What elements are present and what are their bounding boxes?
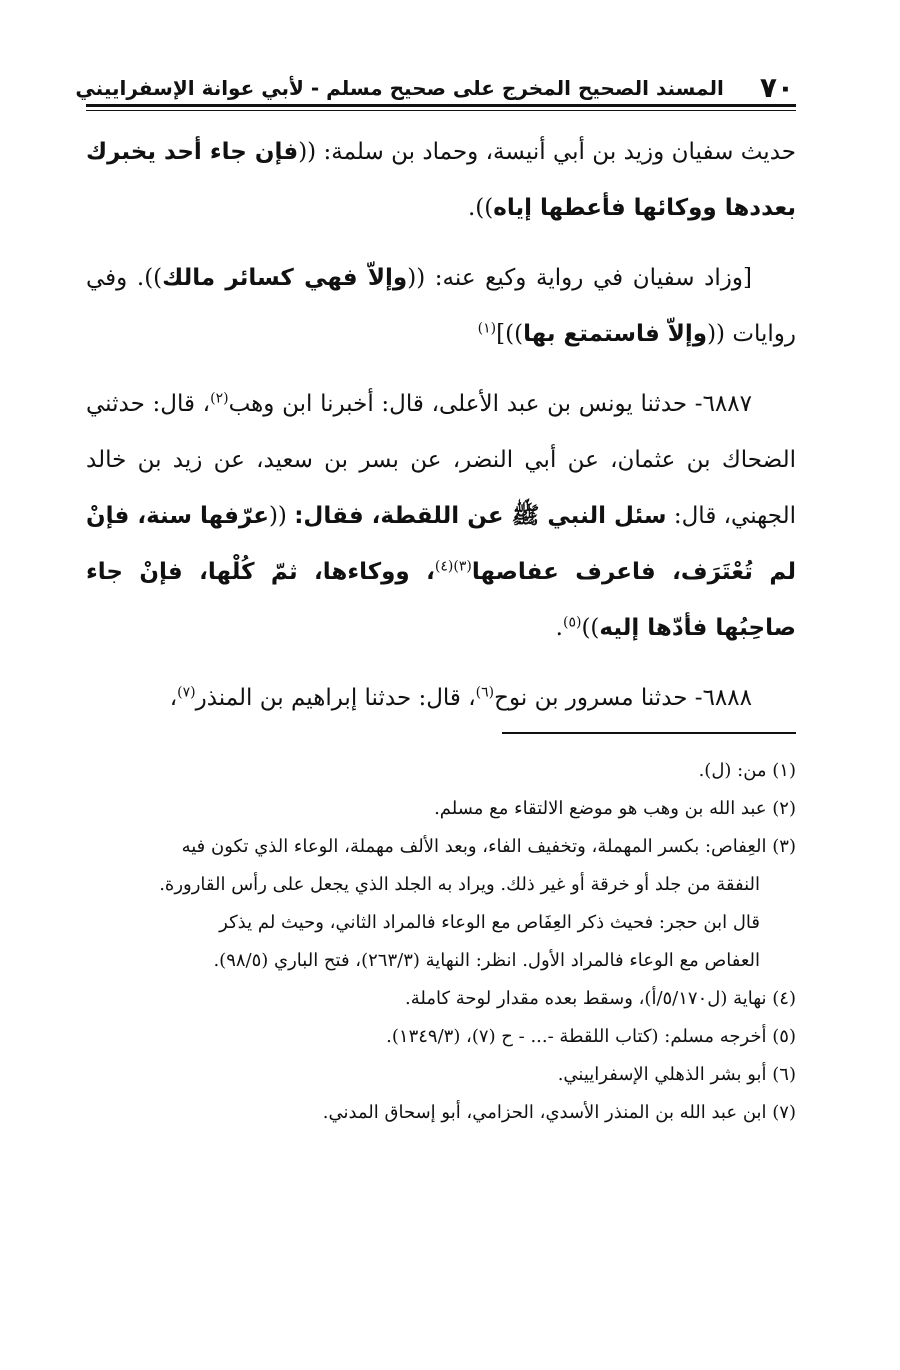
footnote-ref[interactable]: (٢) — [210, 390, 229, 407]
footnote-ref[interactable]: (١) — [477, 320, 497, 337]
hadith-text-bold: سئل النبي ﷺ عن اللقطة، فقال: — [294, 503, 667, 529]
footnote-7: (٧) ابن عبد الله بن المنذر الأسدي، الحزامي، أبو إسحاق المدني. — [322, 1102, 796, 1123]
running-title: المسند الصحيح المخرج على صحيح مسلم - لأبي عوانة الإسفراييني — [75, 76, 724, 100]
page-number: ٧٠ — [759, 71, 794, 104]
text-run: ٦٨٨٧- حدثنا يونس بن عبد الأعلى، قال: أخبرنا ابن وهب — [228, 391, 752, 417]
paragraph-2 — [86, 250, 796, 362]
footnote-3-line-2: النفقة من جلد أو خرقة أو غير ذلك. ويراد به الجلد الذي يجعل على رأس القارورة. — [159, 874, 760, 895]
header-rule-thin — [86, 110, 796, 111]
footnote-3 — [86, 828, 796, 980]
footnote-6: (٦) أبو بشر الذهلي الإسفراييني. — [557, 1064, 796, 1085]
footnote-3-line-3: قال ابن حجر: فحيث ذكر العِفَاص مع الوعاء فالمراد الثاني، وحيث لم يذكر — [219, 912, 760, 933]
footnote-1: (١) من: (ل). — [698, 760, 796, 781]
footnote-3-line-4: العفاص مع الوعاء فالمراد الأول. انظر: النهاية (٢٦٣/٣)، فتح الباري (٩٨/٥). — [213, 950, 760, 971]
footnote-ref[interactable]: (٧) — [177, 684, 196, 701]
text-run: ٦٨٨٨- حدثنا مسرور بن نوح — [494, 685, 752, 711]
footnote-ref[interactable]: (٦) — [475, 684, 495, 701]
hadith-text-bold: وإلاّ فهي كسائر مالك — [162, 265, 408, 291]
text-run: ، — [169, 685, 178, 711]
text-run: . — [555, 615, 563, 641]
footnotes — [86, 752, 796, 1132]
header-rule-thick — [86, 104, 796, 107]
text-run: حديث سفيان وزيد بن أبي أنيسة، وحماد بن سلمة: (( — [298, 139, 796, 165]
text-run: (( — [268, 503, 295, 529]
paragraph-1 — [86, 124, 796, 236]
footnote-ref[interactable]: (٥) — [562, 614, 582, 631]
hadith-text-bold: ثمّ كُلْها، فإنْ جاء صاحِبُها فأدّها إليه — [86, 559, 796, 641]
footnote-2: (٢) عبد الله بن وهب هو موضع الالتقاء مع مسلم. — [434, 798, 796, 819]
page-header — [75, 66, 794, 106]
text-run: ، قال: حدثني الضحاك بن عثمان، عن أبي النضر، عن بسر بن سعيد، عن زيد بن خالد الجهني، قال: — [86, 391, 797, 529]
text-run: ، قال: حدثنا إبراهيم بن المنذر — [195, 685, 476, 711]
text-run: )). وفي روايات (( — [86, 265, 796, 347]
footnote-ref[interactable]: (٣)(٤) — [434, 558, 472, 575]
text-run: ))] — [496, 321, 524, 347]
text-run: )). — [467, 195, 494, 221]
footnote-5: (٥) أخرجه مسلم: (كتاب اللقطة -... - ح (٧)، (١٣٤٩/٣). — [386, 1026, 796, 1047]
text-run: )) — [581, 615, 600, 641]
footnote-separator — [502, 732, 796, 734]
paragraph-hadith-6888 — [86, 670, 796, 726]
hadith-text-bold: فإن جاء أحد يخبرك بعددها ووكائها فأعطها إياه — [86, 139, 796, 221]
paragraph-hadith-6887 — [86, 376, 796, 656]
hadith-text-bold: وإلاّ فاستمتع بها — [523, 321, 708, 347]
footnote-4: (٤) نهاية (ل٥/١٧٠/أ)، وسقط بعده مقدار لوحة كاملة. — [404, 988, 796, 1009]
hadith-text-bold: عرّفها سنة، فإنْ لم تُعْتَرَف، فاعرف عفاصها — [86, 503, 796, 585]
hadith-text-bold: ، ووكاءها، — [297, 559, 435, 585]
text-run: [وزاد سفيان في رواية وكيع عنه: (( — [407, 265, 752, 291]
footnote-3-line-1: (٣) العِفاص: بكسر المهملة، وتخفيف الفاء، وبعد الألف مهملة، الوعاء الذي تكون فيه — [181, 836, 796, 857]
main-text — [86, 124, 796, 740]
